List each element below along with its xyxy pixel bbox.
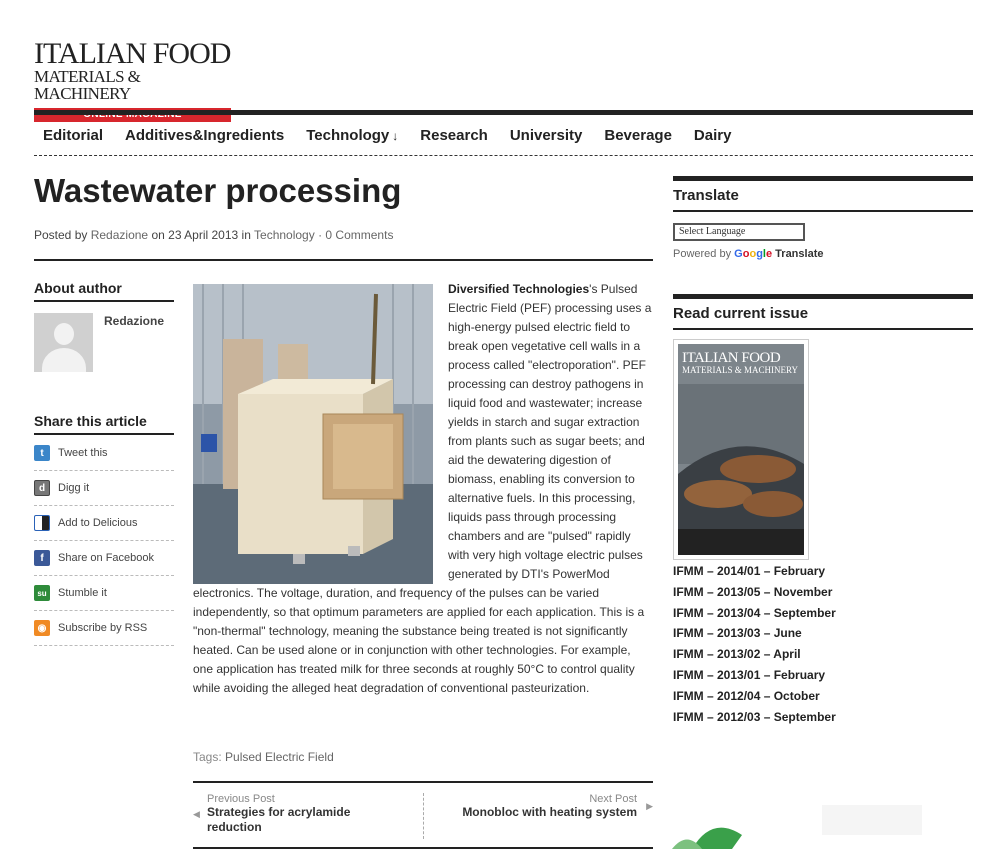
magazine-cover[interactable] [673, 339, 809, 560]
logo-line-2: MATERIALS & MACHINERY [34, 67, 141, 103]
issue-link[interactable]: IFMM – 2014/01 – February [673, 564, 826, 578]
share-stumbleupon[interactable] [34, 576, 174, 611]
post-meta [34, 228, 393, 242]
powered-by-google[interactable] [673, 248, 823, 260]
logo-line-1: ITALIAN FOOD [34, 37, 231, 70]
nav-technology[interactable] [306, 127, 398, 144]
meta-in: in [241, 228, 251, 242]
tags-label: Tags: [193, 750, 222, 764]
nav-beverage[interactable]: Beverage [604, 126, 672, 144]
next-post-link[interactable] [417, 793, 637, 820]
nav-dairy[interactable]: Dairy [693, 126, 732, 144]
share-twitter[interactable] [34, 436, 174, 471]
post-tags [193, 750, 334, 764]
share-label: Stumble it [58, 587, 107, 599]
share-label: Digg it [58, 482, 90, 494]
company-name: Diversified Technologies [448, 282, 590, 296]
page-title: Wastewater processing [34, 172, 402, 209]
delicious-icon [34, 515, 50, 531]
meta-separator: · [318, 228, 323, 242]
nav-university[interactable]: University [509, 126, 583, 144]
next-post-label: Next Post [589, 793, 637, 805]
share-rss[interactable] [34, 611, 174, 646]
issue-link[interactable]: IFMM – 2012/03 – September [673, 709, 836, 724]
share-label: Subscribe by RSS [58, 622, 148, 634]
nav-technology-label: Technology [306, 126, 390, 144]
arrow-down-icon: ↓ [392, 128, 399, 143]
meta-comments-link[interactable]: 0 Comments [325, 228, 394, 242]
share-label: Share on Facebook [58, 552, 155, 564]
tag-link[interactable]: Pulsed Electric Field [225, 750, 334, 764]
share-list [34, 436, 174, 646]
nav-additives-ingredients[interactable]: Additives&Ingredients [125, 126, 285, 144]
post-navigation [193, 781, 653, 849]
nav-editorial[interactable]: Editorial [43, 126, 104, 144]
share-delicious[interactable] [34, 506, 174, 541]
powered-by-label: Powered by [673, 248, 732, 260]
issue-link[interactable]: IFMM – 2012/04 – October [673, 688, 820, 703]
previous-post-label: Previous Post [207, 793, 275, 805]
previous-post-title: Strategies for acrylamide reduction [207, 805, 351, 834]
chevron-left-icon: ◀ [193, 809, 200, 819]
banner-image-partial [672, 805, 922, 849]
magazine-cover-image [678, 344, 804, 555]
bread-loaves-illustration [678, 344, 804, 555]
meta-on: on [151, 228, 165, 242]
chevron-right-icon: ▶ [646, 801, 653, 811]
nav-research[interactable]: Research [420, 126, 488, 144]
meta-divider [34, 259, 653, 261]
twitter-icon: t [34, 445, 50, 461]
issue-list [673, 562, 836, 728]
meta-category-link[interactable]: Technology [254, 228, 315, 242]
issue-link[interactable]: IFMM – 2013/02 – April [673, 647, 801, 662]
share-label: Tweet this [58, 447, 108, 459]
language-select[interactable]: Select Language [673, 223, 805, 241]
current-issue-heading: Read current issue [673, 294, 973, 330]
share-heading: Share this article [34, 413, 174, 435]
previous-post-link[interactable] [207, 793, 407, 835]
photo-spacer [193, 280, 448, 584]
cover-title: ITALIAN FOOD [682, 350, 781, 366]
main-nav [34, 110, 973, 156]
about-author-heading: About author [34, 280, 174, 302]
author-name[interactable]: Redazione [104, 314, 165, 328]
avatar-head-shape [54, 323, 74, 345]
issue-link[interactable]: IFMM – 2013/03 – June [673, 626, 802, 641]
cover-subtitle: MATERIALS & MACHINERY [682, 365, 799, 375]
article-text: 's Pulsed Electric Field (PEF) processing uses a high-energy pulsed electric field to break open vegetative cell walls in a process called "electroporation". PEF processing can destroy pathogens in liquid food and wastewater; increase yields in starch and sugar extraction from plants such as sugar beets; and aid the dewatering digestion of biomass, enabling its conversion to alternative fuels. In this processing, liquids pass through processing chambers and are "pulsed" rapidly with very high voltage electric pulses generated by DTI's PowerMod electronics. The voltage, duration, and frequency of the pulses can be varied independently, so that optimum parameters are applied for each application. This is a "non-thermal" technology, meaning the substance being treated is not significantly heated. Can be used alone or in conjunction with other technologies. For example, one application has treated milk for three seconds at roughly 50°C to control quality while avoiding the alleged heat degradation of conventional pasteurization. [193, 282, 652, 695]
avatar-body-shape [42, 348, 86, 372]
banner-graphic [672, 805, 922, 849]
avatar [34, 313, 93, 372]
share-label: Add to Delicious [58, 517, 138, 529]
meta-date: 23 April 2013 [168, 228, 239, 242]
meta-posted-by: Posted by [34, 228, 88, 242]
stumbleupon-icon: su [34, 585, 50, 601]
meta-author-link[interactable]: Redazione [90, 228, 149, 242]
share-digg[interactable] [34, 471, 174, 506]
facebook-icon: f [34, 550, 50, 566]
translate-heading: Translate [673, 176, 973, 212]
rss-icon: ◉ [34, 620, 50, 636]
issue-link[interactable]: IFMM – 2013/04 – September [673, 605, 836, 620]
digg-icon: d [34, 480, 50, 496]
issue-link[interactable]: IFMM – 2013/05 – November [673, 584, 833, 599]
issue-link[interactable]: IFMM – 2013/01 – February [673, 667, 826, 682]
next-post-title: Monobloc with heating system [462, 805, 637, 819]
logo-tagline: ONLINE MAGAZINE [34, 108, 231, 122]
share-facebook[interactable] [34, 541, 174, 576]
google-logo: Google [734, 248, 773, 260]
article-body [193, 280, 653, 698]
translate-label: Translate [775, 248, 824, 260]
